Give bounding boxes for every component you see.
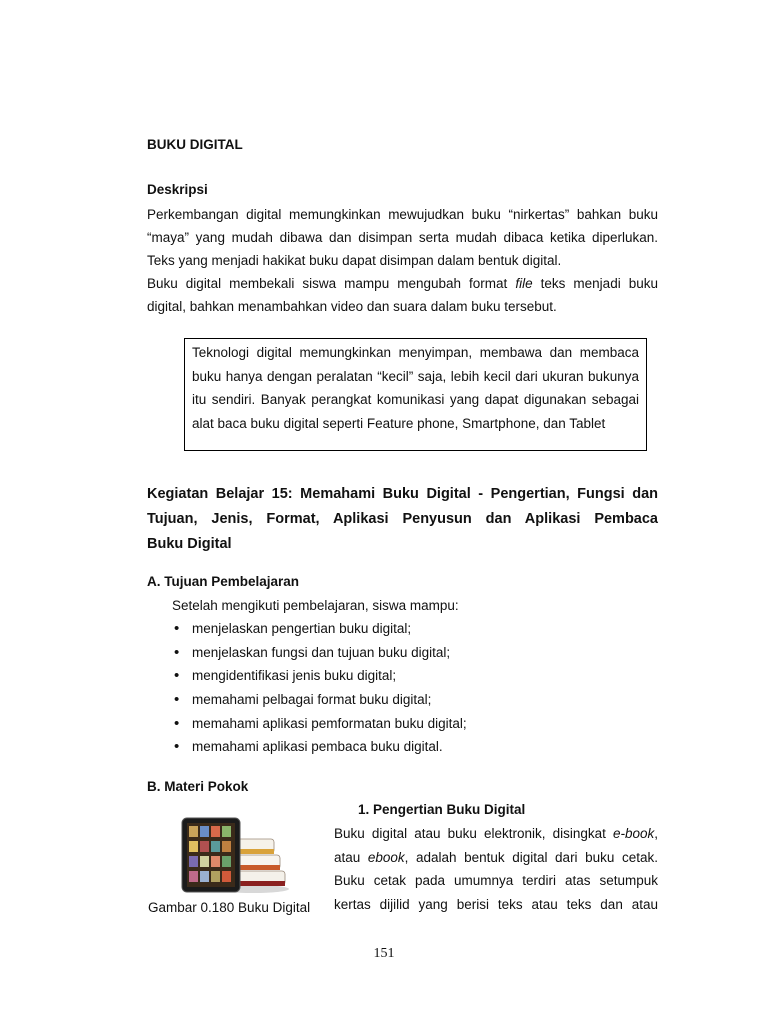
subsection-1-heading: 1. Pengertian Buku Digital [358,802,526,817]
list-item: • memahami aplikasi pembaca buku digital. [172,735,467,759]
kegiatan-heading [147,482,658,557]
l1-text-a: Buku digital atau buku elektronik, disingkat [334,826,613,841]
pengertian-line-1 [334,822,658,846]
list-item: • menjelaskan pengertian buku digital; [172,617,467,641]
learning-goals-list [172,617,467,759]
info-box: Teknologi digital memungkinkan menyimpan, membawa dan membaca buku hanya dengan peralatan “kecil” saja, lebih kecil dari ukuran bukunya itu sendiri. Banyak perangkat komunikasi yang dapat digunakan sebagai alat baca buku digital seperti Feature phone, Smartphone, dan Tablet [184,338,647,451]
kegiatan-line-3: Buku Digital [147,536,232,552]
deskripsi-line-1: Perkembangan digital memungkinkan mewujudkan buku “nirkertas” bahkan buku [147,207,658,222]
deskripsi-line-2: “maya” yang mudah dibawa dan disimpan serta mudah dibaca ketika diperlukan. [147,230,658,245]
l1-italic-ebook: e-book [612,826,655,841]
para2-text-a: Buku digital membekali siswa mampu mengubah format [147,276,516,291]
l2-text-a: atau [334,849,368,865]
kegiatan-line-2: Tujuan, Jenis, Format, Aplikasi Penyusun dan Aplikasi Pembaca [147,511,658,527]
section-a-heading: A. Tujuan Pembelajaran [147,574,300,589]
deskripsi-para2-line-1 [147,272,658,295]
section-b-heading: B. Materi Pokok [147,779,249,794]
pengertian-line-2 [334,846,658,870]
page-number: 151 [373,946,395,961]
deskripsi-line-3: Teks yang menjadi hakikat buku dapat disimpan dalam bentuk digital. [147,253,562,268]
kegiatan-line-1: Kegiatan Belajar 15: Memahami Buku Digital - Pengertian, Fungsi dan [147,486,658,502]
l1-text-b: , [654,826,658,841]
list-item: • memahami pelbagai format buku digital; [172,688,467,712]
l2-italic-ebook: ebook [367,849,405,865]
pengertian-paragraph [334,822,658,916]
document-title: BUKU DIGITAL [147,137,243,152]
list-item: • memahami aplikasi pemformatan buku digital; [172,712,467,736]
figure-caption: Gambar 0.180 Buku Digital [148,900,311,915]
deskripsi-heading: Deskripsi [147,182,208,197]
list-item: • menjelaskan fungsi dan tujuan buku digital; [172,641,467,665]
para2-text-b: teks menjadi buku [532,276,659,291]
list-item: • mengidentifikasi jenis buku digital; [172,664,467,688]
l2-text-b: , adalah bentuk digital dari buku cetak. [404,849,659,865]
para2-italic-file: file [515,276,533,291]
pengertian-line-4: kertas dijilid yang berisi teks atau teks dan atau [334,896,658,912]
section-a-intro: Setelah mengikuti pembelajaran, siswa mampu: [172,598,459,613]
digital-book-image [178,815,293,895]
deskripsi-para2-line-2: digital, bahkan menambahkan video dan suara dalam buku tersebut. [147,299,557,314]
pengertian-line-3: Buku cetak pada umumnya terdiri atas setumpuk [334,873,658,888]
